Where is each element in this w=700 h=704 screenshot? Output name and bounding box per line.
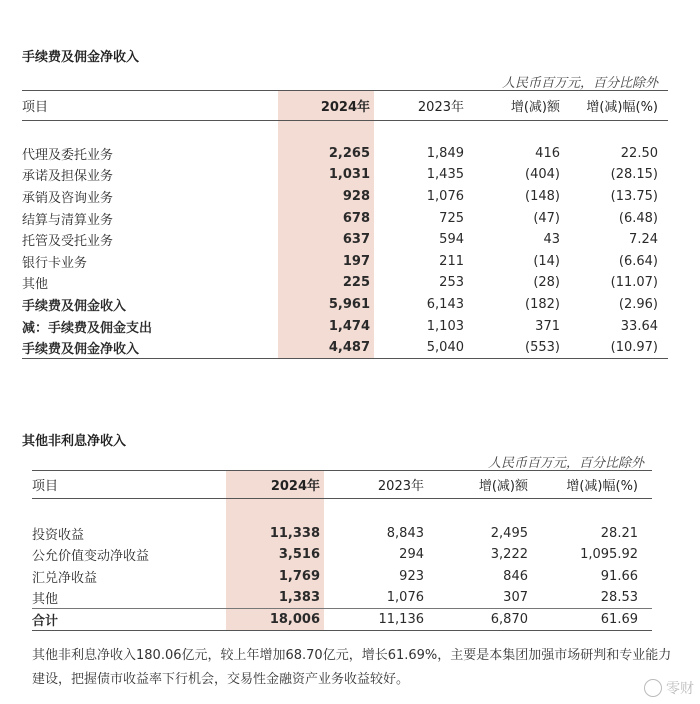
value-2023: 1,849 (426, 145, 464, 161)
table2-title: 其他非利息净收入 (22, 434, 127, 449)
table2-unit-note: 人民币百万元，百分比除外 (487, 456, 644, 471)
table2-header-row (32, 471, 652, 499)
watermark (644, 678, 694, 698)
row-label: 手续费及佣金收入 (22, 298, 127, 314)
table-row (22, 186, 668, 208)
change-amount: (14) (533, 253, 560, 269)
table-row (32, 544, 652, 566)
value-2024: 1,474 (278, 315, 374, 337)
change-amount: 43 (543, 232, 560, 248)
value-2023: 294 (399, 547, 424, 563)
row-label: 汇兑净收益 (32, 570, 98, 586)
change-amount: 6,870 (430, 609, 534, 631)
change-amount: 416 (535, 145, 560, 161)
change-amount: 846 (503, 568, 528, 584)
change-amount: (28) (533, 275, 560, 291)
value-2024: 1,383 (226, 587, 324, 609)
fee-commission-table (22, 90, 668, 359)
value-2023: 594 (439, 232, 464, 248)
value-2024: 225 (278, 272, 374, 294)
value-2024: 197 (278, 250, 374, 272)
value-2023: 1,435 (426, 167, 464, 183)
change-amount: (553) (470, 337, 566, 359)
value-2023: 253 (439, 275, 464, 291)
value-2024: 2,265 (278, 143, 374, 165)
change-pct: 7.24 (629, 232, 658, 248)
spacer-row (32, 499, 652, 523)
row-label: 托管及受托业务 (22, 234, 114, 250)
value-2023: 211 (439, 253, 464, 269)
change-pct: 22.50 (620, 145, 658, 161)
table-row (32, 609, 652, 631)
change-pct: (2.96) (618, 296, 658, 312)
value-2023: 725 (439, 210, 464, 226)
header-change-amount: 增(减)额 (470, 91, 566, 121)
row-label: 手续费及佣金净收入 (22, 337, 278, 359)
change-pct: (6.48) (618, 210, 658, 226)
value-2023: 1,076 (426, 188, 464, 204)
change-amount: 2,495 (490, 525, 528, 541)
change-pct: (11.07) (610, 275, 658, 291)
header-change-pct: 增(减)幅(%) (534, 471, 652, 499)
change-pct: (10.97) (566, 337, 668, 359)
change-pct: 61.69 (534, 609, 652, 631)
table-row (32, 523, 652, 545)
row-label: 其他 (22, 277, 49, 293)
table1-header-row (22, 91, 668, 121)
weibo-icon (644, 679, 662, 697)
change-pct: 28.53 (600, 590, 638, 606)
table-row (22, 337, 668, 359)
change-pct: (28.15) (610, 167, 658, 183)
table-row (22, 315, 668, 337)
table-row (22, 229, 668, 251)
other-noninterest-income-table (32, 470, 652, 631)
value-2023: 11,136 (324, 609, 430, 631)
change-pct: 28.21 (600, 525, 638, 541)
value-2024: 4,487 (278, 337, 374, 359)
value-2023: 1,103 (426, 318, 464, 334)
value-2024: 928 (278, 186, 374, 208)
row-label: 承诺及担保业务 (22, 169, 114, 185)
change-pct: (13.75) (610, 188, 658, 204)
watermark-text: 零财 (666, 681, 694, 697)
value-2023: 1,076 (386, 590, 424, 606)
change-pct: 1,095.92 (580, 547, 638, 563)
row-label: 结算与清算业务 (22, 212, 114, 228)
row-label: 合计 (32, 609, 226, 631)
header-2024: 2024年 (278, 91, 374, 121)
table1-body (22, 121, 668, 359)
value-2024: 637 (278, 229, 374, 251)
table-row (22, 250, 668, 272)
change-amount: (47) (533, 210, 560, 226)
table-row (32, 566, 652, 588)
header-item: 项目 (32, 471, 226, 499)
row-label: 减：手续费及佣金支出 (22, 320, 153, 336)
header-2023: 2023年 (374, 91, 470, 121)
value-2024: 678 (278, 207, 374, 229)
table1-title: 手续费及佣金净收入 (22, 50, 140, 65)
change-amount: (148) (525, 188, 560, 204)
change-amount: 371 (535, 318, 560, 334)
change-pct: (6.64) (618, 253, 658, 269)
row-label: 投资收益 (32, 527, 85, 543)
value-2023: 8,843 (386, 525, 424, 541)
header-change-amount: 增(减)额 (430, 471, 534, 499)
value-2023: 5,040 (374, 337, 470, 359)
row-label: 代理及委托业务 (22, 147, 114, 163)
value-2023: 923 (399, 568, 424, 584)
value-2024: 5,961 (278, 294, 374, 316)
table-row (32, 587, 652, 609)
value-2024: 18,006 (226, 609, 324, 631)
table2-body (32, 499, 652, 631)
table1-unit-note: 人民币百万元，百分比除外 (501, 76, 658, 91)
header-change-pct: 增(减)幅(%) (566, 91, 668, 121)
header-2024: 2024年 (226, 471, 324, 499)
row-label: 其他 (32, 592, 59, 608)
table-row (22, 272, 668, 294)
value-2024: 1,769 (226, 566, 324, 588)
table-row (22, 207, 668, 229)
change-amount: (404) (525, 167, 560, 183)
header-2023: 2023年 (324, 471, 430, 499)
change-amount: 307 (503, 590, 528, 606)
header-item: 项目 (22, 91, 278, 121)
change-pct: 33.64 (620, 318, 658, 334)
row-label: 银行卡业务 (22, 255, 88, 271)
table-row (22, 143, 668, 165)
value-2023: 6,143 (426, 296, 464, 312)
spacer-row (22, 121, 668, 143)
footnote-text: 其他非利息净收入180.06亿元，较上年增加68.70亿元，增长61.69%，主要是本集团加强市场研判和专业能力建设，把握债市收益率下行机会，交易性金融资产业务收益较好。 (32, 648, 672, 687)
value-2024: 3,516 (226, 544, 324, 566)
table-row (22, 164, 668, 186)
change-amount: (182) (525, 296, 560, 312)
change-amount: 3,222 (490, 547, 528, 563)
row-label: 公允价值变动净收益 (32, 549, 150, 565)
value-2024: 11,338 (226, 523, 324, 545)
value-2024: 1,031 (278, 164, 374, 186)
change-pct: 91.66 (600, 568, 638, 584)
row-label: 承销及咨询业务 (22, 190, 114, 206)
table-row (22, 294, 668, 316)
